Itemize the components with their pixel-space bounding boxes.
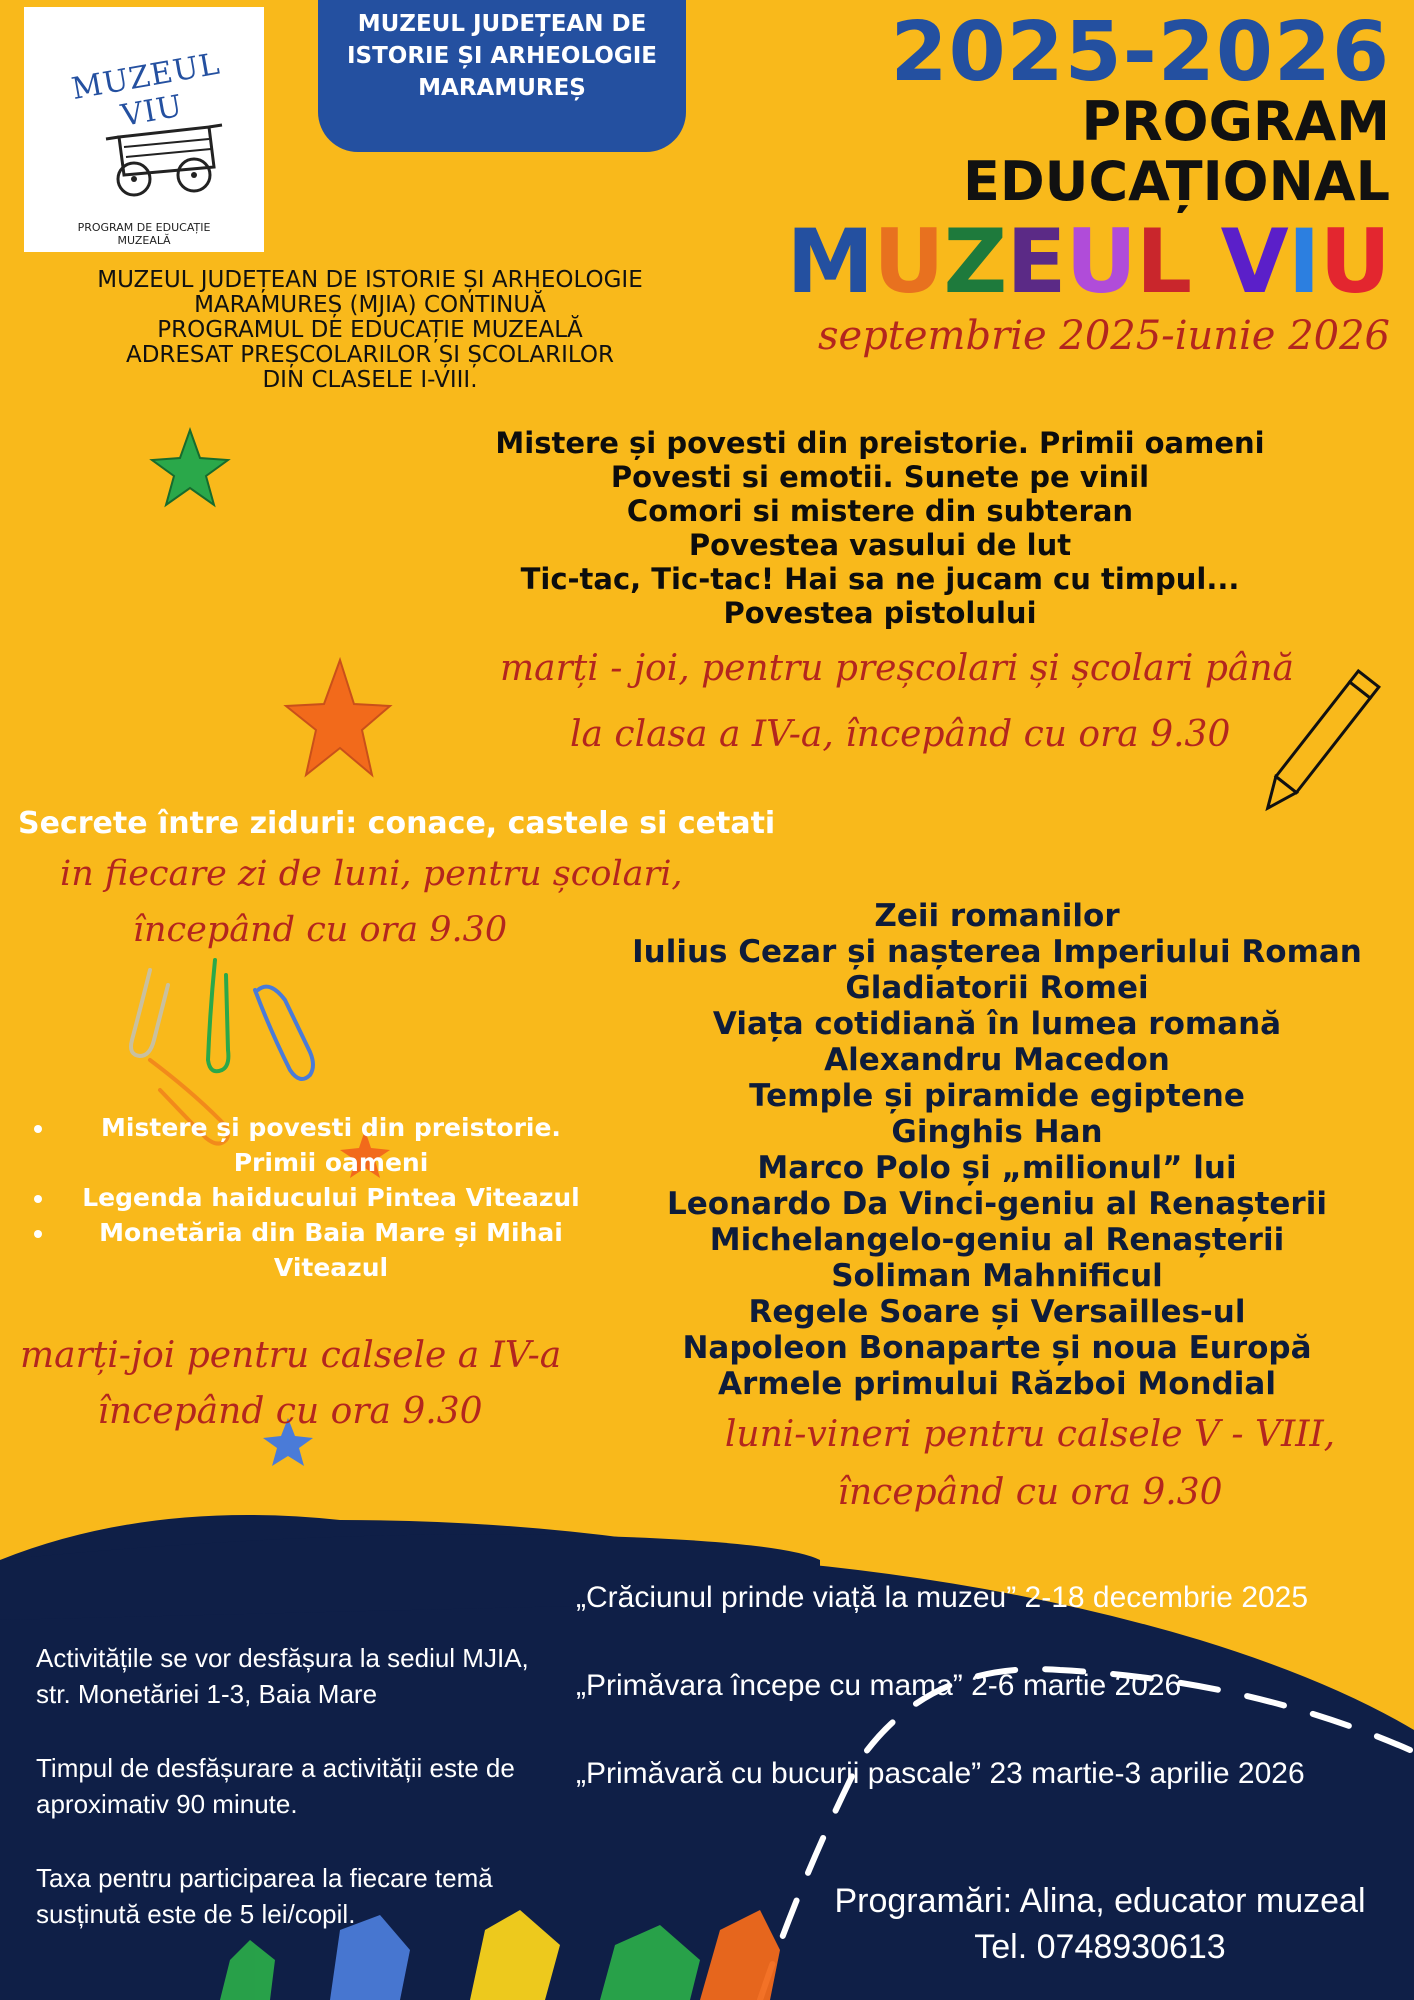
practical-info [36, 1640, 556, 1970]
topic-item: Viața cotidiană în lumea romană [712, 1006, 1282, 1042]
topic-item: Zeii romanilor [874, 898, 1120, 934]
museum-name-line: ISTORIE ȘI ARHEOLOGIE [346, 43, 658, 69]
topic-item: Mistere și povesti din preistorie. Primii oameni [495, 426, 1265, 460]
schedule-line: începând cu ora 9.30 [97, 1391, 483, 1432]
topic-item: Leonardo Da Vinci-geniu al Renașterii [667, 1186, 1327, 1222]
intro-text [70, 268, 670, 393]
topic-item: Armele primului Război Mondial [718, 1366, 1276, 1402]
preschool-schedule [500, 636, 1360, 768]
schedule-line: la clasa a IV-a, începând cu ora 9.30 [570, 714, 1231, 755]
program-title-line2: EDUCAȚIONAL [962, 150, 1390, 213]
schedule-line: începând cu ora 9.30 [837, 1472, 1223, 1513]
intro-line: PROGRAMUL DE EDUCAȚIE MUZEALĂ [157, 317, 583, 343]
brand-letter: U [873, 210, 944, 313]
schedule-line: in fiecare zi de luni, pentru școlari, [60, 854, 683, 894]
topic-item: Povestea vasului de lut [688, 528, 1072, 562]
event-item: „Primăvară cu bucurii pascale” 23 martie-3 aprilie 2026 [576, 1757, 1305, 1790]
fee-info: Taxa pentru participarea la fiecare temă susținută este de 5 lei/copil. [36, 1863, 493, 1929]
logo-title-text: MUZEUL VIU [69, 46, 223, 134]
intro-line: DIN CLASELE I-VIII. [262, 367, 478, 393]
topic-item: Comori si mistere din subteran [626, 494, 1134, 528]
program-period: septembrie 2025-iunie 2026 [818, 313, 1390, 359]
location-info: Activitățile se vor desfășura la sediul MJIA, str. Monetăriei 1-3, Baia Mare [36, 1643, 529, 1709]
intro-line: MARAMUREȘ (MJIA) CONTINUĂ [194, 292, 546, 318]
topic-item: Michelangelo-geniu al Renașterii [709, 1222, 1285, 1258]
intro-line: ADRESAT PREȘCOLARILOR ȘI ȘCOLARILOR [125, 342, 615, 368]
schedule-line: marți - joi, pentru preșcolari și școlari până [500, 648, 1294, 689]
intro-line: MUZEUL JUDEȚEAN DE ISTORIE ȘI ARHEOLOGIE [97, 267, 643, 293]
list-item: • Legenda haiducului Pintea Viteazul [56, 1180, 600, 1215]
preschool-topics-list [430, 426, 1330, 630]
grade4-schedule [20, 1328, 560, 1440]
logo-caption-line: PROGRAM DE EDUCAȚIE [77, 221, 211, 234]
topic-item: Napoleon Bonaparte și noua Europă [682, 1330, 1312, 1366]
brand-letter: Z [943, 210, 1007, 313]
program-title-line1: PROGRAM [1081, 90, 1390, 153]
topic-item: Iulius Cezar și nașterea Imperiului Roman [632, 934, 1362, 970]
event-item: „Crăciunul prinde viață la muzeu” 2-18 decembrie 2025 [576, 1581, 1309, 1614]
event-item: „Primăvara începe cu mama” 2-6 martie 2026 [576, 1669, 1182, 1702]
schedule-line: marți-joi pentru calsele a IV-a [20, 1335, 562, 1376]
monday-schedule [60, 846, 683, 958]
museum-name-line: MUZEUL JUDEȚEAN DE [357, 11, 647, 37]
schedule-line: începând cu ora 9.30 [132, 910, 508, 950]
list-item: • Mistere și povesti din preistorie. Primii oameni [56, 1110, 600, 1180]
duration-info: Timpul de desfășurare a activității este de aproximativ 90 minute. [36, 1753, 515, 1819]
museum-name-tab [318, 0, 686, 152]
booking-contact-name: Programări: Alina, educator muzeal [834, 1882, 1366, 1920]
brand-title [787, 212, 1391, 312]
topic-item: Ginghis Han [891, 1114, 1103, 1150]
logo-caption [24, 221, 264, 247]
special-events [576, 1580, 1414, 1844]
history-topics-list [580, 898, 1414, 1402]
museum-name-line: MARAMUREȘ [418, 75, 586, 101]
schedule-line: luni-vineri pentru calsele V - VIII, [724, 1414, 1336, 1455]
topic-item: Regele Soare și Versailles-ul [748, 1294, 1246, 1330]
topic-item: Tic-tac, Tic-tac! Hai sa ne jucam cu timpul... [520, 562, 1240, 596]
logo [24, 7, 264, 252]
green-star-icon [152, 430, 228, 505]
brand-letter: L [1135, 210, 1192, 313]
topic-item: Povesti si emotii. Sunete pe vinil [610, 460, 1150, 494]
booking-contact [790, 1878, 1410, 1970]
program-years: 2025-2026 [890, 5, 1390, 100]
booking-phone: Tel. 0748930613 [974, 1928, 1226, 1966]
brand-letter: I [1287, 210, 1320, 313]
brand-letter [1191, 210, 1221, 313]
topic-item: Gladiatorii Romei [845, 970, 1149, 1006]
brand-letter: U [1319, 210, 1390, 313]
monday-topic: Secrete între ziduri: conace, castele si cetati [18, 806, 776, 841]
brand-letter: V [1220, 210, 1288, 313]
brand-letter: U [1065, 210, 1136, 313]
grades5-8-schedule [690, 1406, 1370, 1522]
list-item: • Monetăria din Baia Mare și Mihai Viteazul [56, 1215, 600, 1285]
orange-star-icon [286, 660, 390, 775]
topic-item: Alexandru Macedon [824, 1042, 1170, 1078]
logo-caption-line: MUZEALĂ [117, 234, 171, 247]
grade4-topics-list [40, 1110, 600, 1285]
topic-item: Marco Polo și „milionul” lui [757, 1150, 1237, 1186]
topic-item: Povestea pistolului [723, 596, 1037, 630]
topic-item: Temple și piramide egiptene [749, 1078, 1245, 1114]
brand-letter: M [786, 210, 874, 313]
topic-item: Soliman Mahnificul [831, 1258, 1163, 1294]
brand-letter: E [1006, 210, 1066, 313]
